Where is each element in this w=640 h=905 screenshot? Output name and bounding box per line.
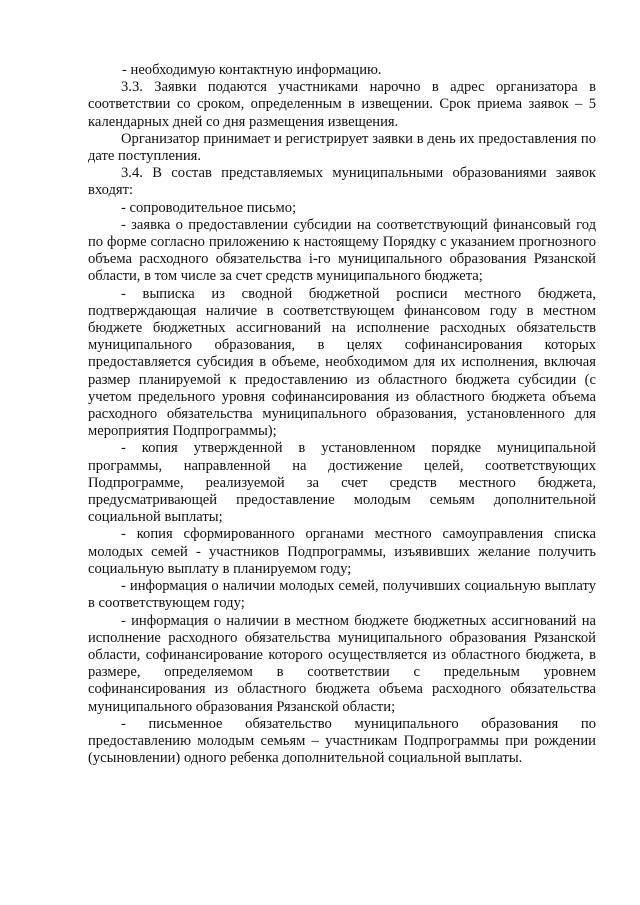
- paragraph-3-3: 3.3. Заявки подаются участниками нарочно в адрес организатора в соответствии со сроком, определенным в извещении. Срок приема заявок – 5 календарных дней со дня размещения извещения.: [88, 79, 596, 130]
- list-item-written-obligation: - письменное обязательство муниципального образования по предоставлению молодым семьям – участникам Подпрограммы при рождении (усыновлении) одного ребенка дополнительной социальной выплаты.: [88, 715, 596, 767]
- list-item-families-info: - информация о наличии молодых семей, получивших социальную выплату в соответствующем году;: [88, 578, 596, 612]
- list-item-program-copy: - копия утвержденной в установленном порядке муниципальной программы, направленной на достижение целей, соответствующих Подпрограмме, реализуемой за счет средств местного бюджета, предусматривающей предоставление молодым семьям дополнительной социальной выплаты;: [88, 440, 596, 526]
- paragraph-3-4: 3.4. В состав представляемых муниципальными образованиями заявок входят:: [88, 165, 596, 199]
- list-item-budget-extract: - выписка из сводной бюджетной росписи местного бюджета, подтверждающая наличие в соответствующем финансовом году в местном бюджете бюджетных ассигнований на исполнение расходных обязательств муниципального образования, в целях софинансирования которых предоставляется субсидия в объеме, необходимом для их исполнения, включая размер планируемой к предоставлению из областного бюджета субсидии (с учетом предельного уровня софинансирования из областного бюджета объема расходного обязательства муниципального образования, установленного для мероприятия Подпрограммы);: [88, 285, 596, 440]
- list-item-subsidy-request: - заявка о предоставлении субсидии на соответствующий финансовый год по форме согласно приложению к настоящему Порядку с указанием прогнозного объема расходного обязательства i-го муниципального образования Рязанской области, в том числе за счет средств муниципального бюджета;: [88, 216, 596, 285]
- list-item-families-list: - копия сформированного органами местного самоуправления списка молодых семей - участников Подпрограммы, изъявивших желание получить социальную выплату в планируемом году;: [88, 526, 596, 577]
- list-item-budget-info: - информация о наличии в местном бюджете бюджетных ассигнований на исполнение расходного обязательства муниципального образования Рязанской области, софинансирование которого осуществляется из областного бюджета, в размере, определяемом в соответствии с предельным уровнем софинансирования из областного бюджета объема расходного обязательства муниципального образования Рязанской области;: [88, 612, 596, 715]
- paragraph-contact-info: - необходимую контактную информацию.: [122, 62, 382, 78]
- paragraph-registration: Организатор принимает и регистрирует заявки в день их предоставления по дате поступления.: [88, 130, 596, 165]
- document-page: [88, 62, 596, 767]
- list-item-cover-letter: - сопроводительное письмо;: [121, 199, 297, 216]
